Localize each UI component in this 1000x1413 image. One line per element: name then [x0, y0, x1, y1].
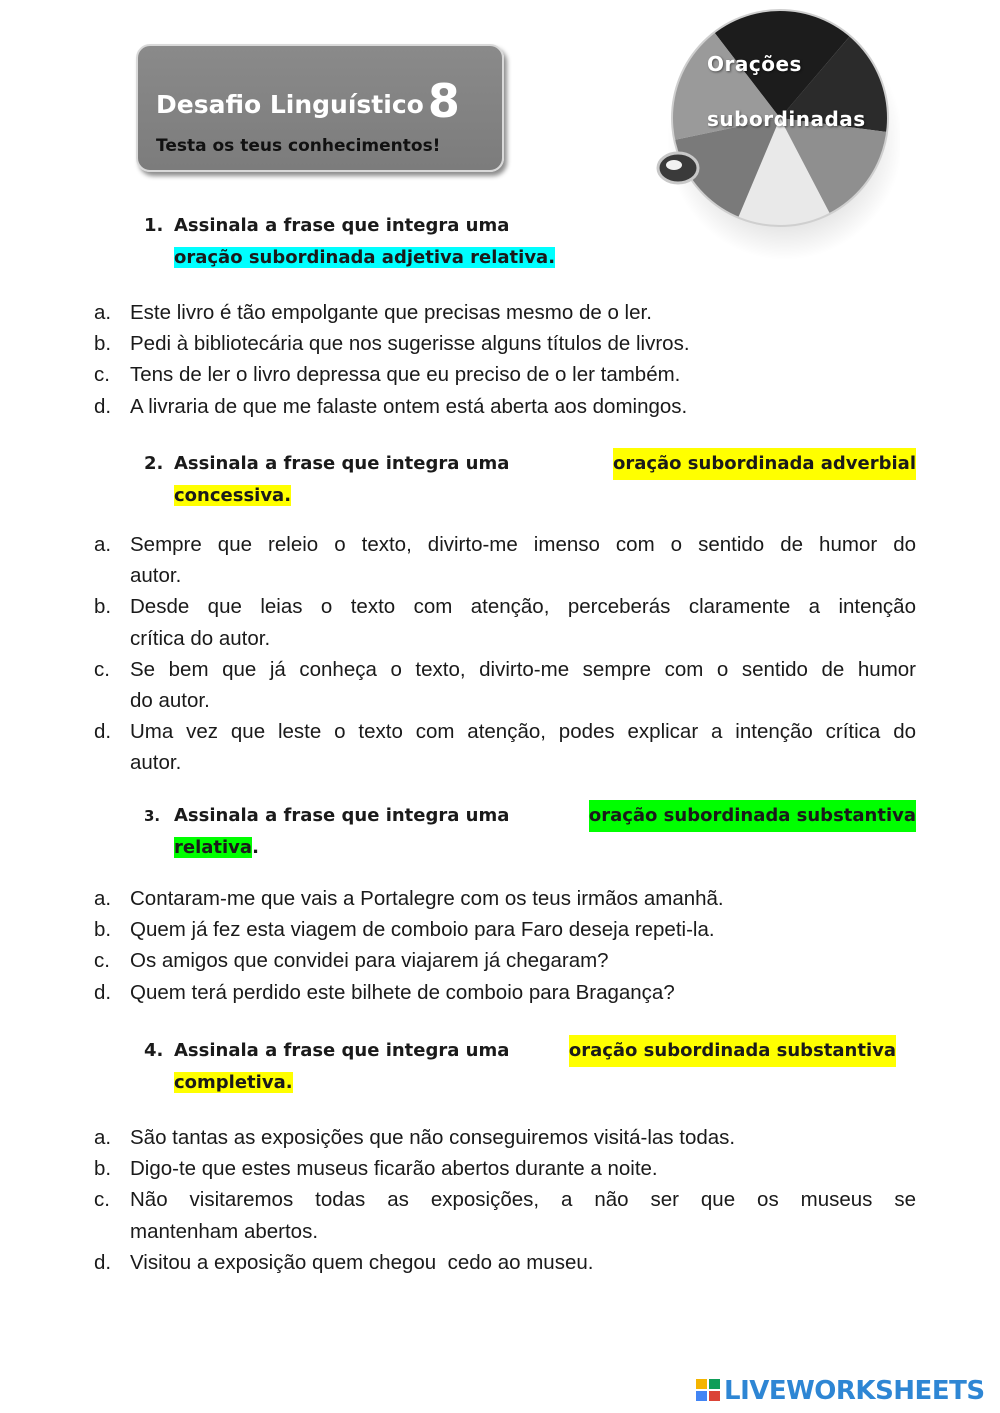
option-3d[interactable]: d. Quem terá perdido este bilhete de comboio para Bragança? [94, 980, 675, 1004]
option-3b[interactable]: b. Quem já fez esta viagem de comboio para Faro deseja repeti-la. [94, 918, 715, 942]
pie-wheel-illustration [650, 0, 900, 270]
question-2-options [94, 529, 916, 779]
wheel-label-line2: subordinadas [707, 107, 866, 131]
option-4c[interactable]: c. Não visitaremos todas as exposições, a não ser que os museus se mantenham abertos. [94, 1188, 916, 1243]
liveworksheets-logo-text: LIVEWORKSHEETS [724, 1376, 985, 1406]
question-3-options [94, 883, 916, 1008]
liveworksheets-logo [696, 1376, 985, 1406]
question-3-heading: 3. Assinala a frase que integra uma oração subordinada substantiva relativa. [144, 800, 916, 864]
question-1-highlight: oração subordinada adjetiva relativa. [174, 247, 556, 268]
worksheet-subtitle: Testa os teus conhecimentos! [156, 136, 441, 156]
challenge-number: 8 [427, 74, 460, 128]
option-2c[interactable]: c. Se bem que já conheça o texto, divirto-me sempre com o sentido de humor do autor. [94, 657, 916, 713]
option-2b[interactable]: b. Desde que leias o texto com atenção, perceberás claramente a intenção crítica do autor. [94, 595, 916, 650]
option-3a[interactable]: a. Contaram-me que vais a Portalegre com os teus irmãos amanhã. [94, 887, 724, 910]
question-4-options [94, 1122, 916, 1278]
title-banner [136, 44, 504, 172]
option-1d[interactable]: d. A livraria de que me falaste ontem está aberta aos domingos. [94, 394, 688, 418]
option-2d[interactable]: d. Uma vez que leste o texto com atenção, podes explicar a intenção crítica do autor. [94, 720, 916, 775]
liveworksheets-logo-icon [696, 1379, 722, 1403]
question-2-heading: 2. Assinala a frase que integra uma oração subordinada adverbial concessiva. [144, 448, 916, 512]
option-4d[interactable]: d. Visitou a exposição quem chegou cedo ao museu. [94, 1250, 594, 1274]
question-1-heading: 1. Assinala a frase que integra uma oração subordinada adjetiva relativa. [144, 215, 556, 268]
option-2a[interactable]: a. Sempre que releio o texto, divirto-me imenso com o sentido de humor do autor. [94, 533, 916, 588]
option-1c[interactable]: c. Tens de ler o livro depressa que eu preciso de o ler também. [94, 363, 681, 387]
wheel-label-line1: Orações [707, 52, 802, 76]
worksheet-title: Desafio Linguístico8 [156, 74, 460, 128]
question-1-options [94, 297, 916, 422]
option-3c[interactable]: c. Os amigos que convidei para viajarem já chegaram? [94, 949, 609, 973]
option-4b[interactable]: b. Digo-te que estes museus ficarão abertos durante a noite. [94, 1157, 658, 1181]
question-4-heading: 4. Assinala a frase que integra uma oração subordinada substantiva completiva. [144, 1035, 896, 1099]
option-1b[interactable]: b. Pedi à bibliotecária que nos sugerisse alguns títulos de livros. [94, 332, 690, 356]
option-1a[interactable]: a. Este livro é tão empolgante que precisas mesmo de o ler. [94, 301, 652, 324]
option-4a[interactable]: a. São tantas as exposições que não conseguiremos visitá-las todas. [94, 1126, 736, 1149]
